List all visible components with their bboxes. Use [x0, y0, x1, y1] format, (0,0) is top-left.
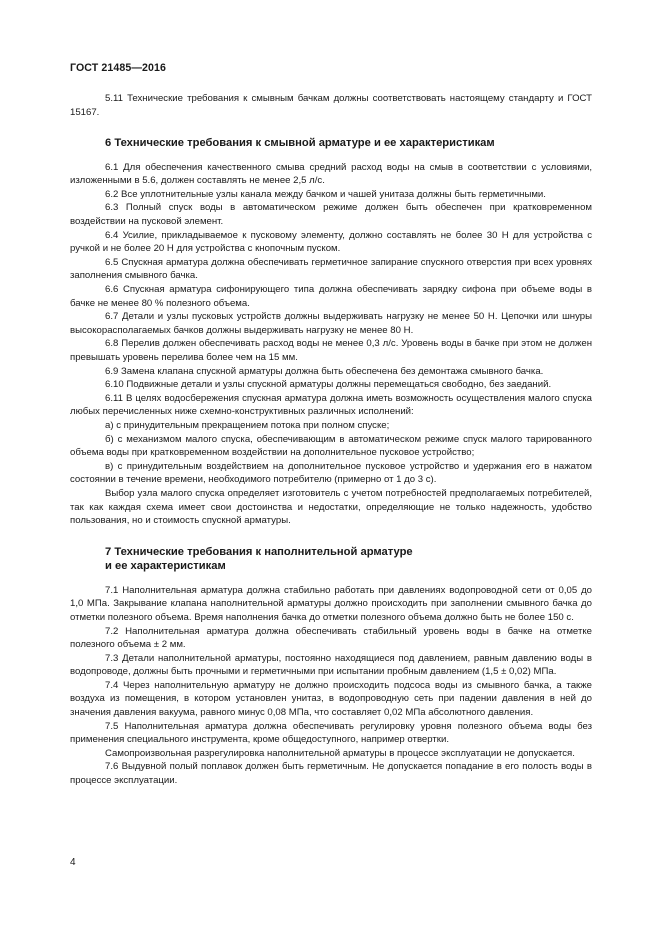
- clause-7-6: 7.6 Выдувной полый поплавок должен быть герметичным. Не допускается попадание в его полость воды в процессе эксплуатации.: [70, 761, 592, 787]
- clause-6-1: 6.1 Для обеспечения качественного смыва средний расход воды на смыв в соответствии с условиями, изложенными в 5.6, должен составлять не менее 2,5 л/с.: [70, 161, 592, 187]
- clause-6-10: 6.10 Подвижные детали и узлы спускной арматуры должны перемещаться свободно, без заеданий.: [105, 379, 552, 391]
- section-7-heading-line1: 7 Технические требования к наполнительной арматуре: [105, 545, 413, 558]
- clause-6-note: Выбор узла малого спуска определяет изготовитель с учетом потребностей предполагаемых потребителей, так как каждая схема имеет свои достоинства и недостатки, определяющие не только надежность, удобство пользования, но и стоимость спускной арматуры.: [70, 487, 592, 527]
- section-7-heading-line2: и ее характеристикам: [105, 560, 226, 573]
- clause-7-1: 7.1 Наполнительная арматура должна стабильно работать при давлениях водопроводной сети от 0,05 до 1,0 МПа. Закрывание клапана наполнительной арматуры должно происходить при заполнении смывного бачка до отметки полезного объема. Время наполнения бачка до отметки полезного объема должно быть не более 150 с.: [70, 584, 592, 623]
- clause-7-2: 7.2 Наполнительная арматура должна обеспечивать стабильный уровень воды в бачке на отметке полезного объема ± 2 мм.: [70, 625, 592, 651]
- clause-6-11: 6.11 В целях водосбережения спускная арматура должна иметь возможность осуществления малого спуска любых перечисленных ниже схемно-конструктивных различных исполнений:: [70, 392, 592, 418]
- clause-6-3: 6.3 Полный спуск воды в автоматическом режиме должен быть обеспечен при кратковременном воздействии на пусковой элемент.: [70, 202, 592, 228]
- clause-6-9: 6.9 Замена клапана спускной арматуры должна быть обеспечена без демонтажа смывного бачка.: [105, 365, 544, 377]
- clause-7-5-note: Самопроизвольная разрегулировка наполнительной арматуры в процессе эксплуатации не допускается.: [105, 747, 575, 759]
- clause-6-6: 6.6 Спускная арматура сифонирующего типа должна обеспечивать зарядку сифона при объеме воды в бачке не менее 80 % полезного объема.: [70, 284, 592, 309]
- clause-6-4: 6.4 Усилие, прикладываемое к пусковому элементу, должно составлять не более 30 Н для устройства с ручкой и не более 20 Н для устройства с кнопочным пуском.: [70, 229, 592, 255]
- clause-7-3: 7.3 Детали наполнительной арматуры, постоянно находящиеся под давлением, равным давлению воды в водопроводе, должны быть прочными и герметичными при испытании пробным давлением (1,5 ± 0,02) МПа.: [70, 652, 592, 678]
- document-body: [70, 92, 592, 788]
- clause-6-11-a: а) с принудительным прекращением потока при полном спуске;: [105, 419, 390, 431]
- clause-7-4: 7.4 Через наполнительную арматуру не должно происходить подсоса воды из смывного бачка, а также воздуха из помещения, в котором установлен унитаз, в водопроводную сеть при падении давления в ней до значения давления вакуума, равного минус 0,08 МПа, что составляет 0,02 МПа абсолютного давления.: [70, 679, 592, 719]
- clause-7-5: 7.5 Наполнительная арматура должна обеспечивать регулировку уровня полезного объема воды без применения специального инструмента, кроме общедоступного, например отвертки.: [70, 720, 592, 746]
- clause-6-11-b: б) с механизмом малого спуска, обеспечивающим в автоматическом режиме спуск малого тарированного объема воды при кратковременном воздействии на дополнительное пусковое устройство;: [70, 433, 592, 459]
- clause-6-8: 6.8 Перелив должен обеспечивать расход воды не менее 0,3 л/с. Уровень воды в бачке при этом не должен превышать уровень перелива более чем на 15 мм.: [70, 338, 592, 363]
- clause-6-11-c: в) с принудительным воздействием на дополнительное пусковое устройство и удержания его в нажатом состоянии в течение времени, необходимого потребителю (примерно от 1 до 3 с).: [70, 460, 592, 486]
- clause-6-2: 6.2 Все уплотнительные узлы канала между бачком и чашей унитаза должны быть герметичными.: [105, 188, 546, 200]
- document-id-header: ГОСТ 21485—2016: [70, 62, 167, 74]
- page-number: 4: [70, 857, 76, 868]
- clause-6-5: 6.5 Спускная арматура должна обеспечивать герметичное запирание спускного отверстия при всех уровнях заполнения смывного бачка.: [70, 256, 592, 282]
- section-6-heading: 6 Технические требования к смывной арматуре и ее характеристикам: [105, 137, 495, 150]
- section-7-heading: [70, 545, 592, 574]
- clause-6-7: 6.7 Детали и узлы пусковых устройств должны выдерживать нагрузку не менее 50 Н. Цепочки или шнуры высокорасполагаемых бачков должны выдерживать нагрузку не менее 80 Н.: [70, 311, 592, 336]
- clause-5-11: 5.11 Технические требования к смывным бачкам должны соответствовать настоящему стандарту и ГОСТ 15167.: [70, 93, 592, 118]
